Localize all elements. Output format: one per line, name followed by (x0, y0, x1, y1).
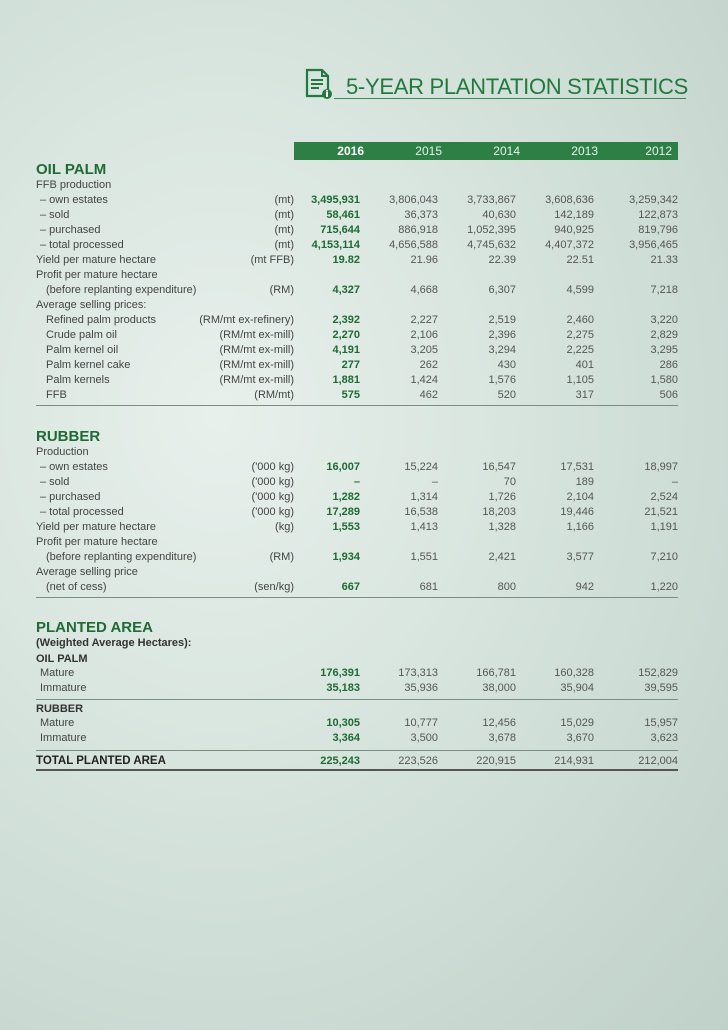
total-top-rule (36, 750, 678, 751)
cell-2016: 1,934 (332, 551, 360, 563)
page-title (304, 68, 689, 102)
row-label: Profit per mature hectare (36, 536, 158, 548)
table-row (36, 520, 678, 535)
planted-oil-palm-rule (36, 699, 678, 700)
cell-2012: 152,829 (638, 667, 678, 679)
table-row (36, 178, 678, 193)
row-label: Refined palm products (46, 314, 157, 326)
cell-2016: 58,461 (326, 209, 360, 221)
table-row (36, 731, 678, 746)
year-2014: 2014 (493, 144, 520, 158)
cell-2015: 2,227 (410, 314, 438, 326)
cell-2015: 3,500 (410, 732, 438, 744)
cell-2014: 800 (497, 581, 516, 593)
cell-2013: 2,225 (566, 344, 594, 356)
cell-2014: 1,052,395 (467, 224, 516, 236)
cell-2013: 189 (575, 476, 594, 488)
total-row (36, 754, 678, 769)
row-unit: (RM/mt ex-mill) (219, 359, 294, 371)
cell-2016: 2,270 (332, 329, 360, 341)
row-label: Mature (40, 667, 75, 679)
oil-palm-heading: OIL PALM (36, 161, 107, 178)
table-row (36, 535, 678, 550)
row-label: Yield per mature hectare (36, 521, 157, 533)
cell-2013: 317 (575, 389, 594, 401)
total-cell-2013: 214,931 (554, 755, 594, 767)
cell-2015: 886,918 (398, 224, 438, 236)
cell-2012: 1,220 (650, 581, 678, 593)
cell-2014: 4,745,632 (467, 239, 516, 251)
cell-2012: 506 (659, 389, 678, 401)
cell-2012: 21,521 (644, 506, 678, 518)
cell-2013: 17,531 (560, 461, 594, 473)
cell-2013: 3,670 (566, 732, 594, 744)
cell-2013: 2,460 (566, 314, 594, 326)
table-row (36, 223, 678, 238)
table-row (36, 580, 678, 595)
table-row (36, 681, 678, 696)
table-row (36, 475, 678, 490)
cell-2013: 22.51 (566, 254, 594, 266)
cell-2014: 22.39 (488, 254, 516, 266)
row-label: Mature (40, 717, 75, 729)
row-unit: (RM/mt ex-refinery) (199, 314, 294, 326)
cell-2012: – (671, 476, 678, 488)
year-2012: 2012 (645, 144, 672, 158)
cell-2016: 3,364 (332, 732, 360, 744)
cell-2015: 3,806,043 (389, 194, 438, 206)
cell-2014: 1,328 (488, 521, 516, 533)
cell-2013: 401 (575, 359, 594, 371)
table-row (36, 445, 678, 460)
cell-2013: 35,904 (560, 682, 594, 694)
cell-2014: 70 (503, 476, 516, 488)
cell-2014: 38,000 (482, 682, 516, 694)
cell-2015: 262 (419, 359, 438, 371)
total-cell-2014: 220,915 (476, 755, 516, 767)
row-unit: (RM/mt) (254, 389, 294, 401)
row-unit: (RM/mt ex-mill) (219, 344, 294, 356)
cell-2015: 1,314 (410, 491, 438, 503)
cell-2015: 35,936 (404, 682, 438, 694)
table-row (36, 208, 678, 223)
cell-2014: 6,307 (488, 284, 516, 296)
cell-2015: 1,413 (410, 521, 438, 533)
table-row (36, 716, 678, 731)
cell-2014: 3,733,867 (467, 194, 516, 206)
row-label: Average selling prices: (36, 299, 147, 311)
table-row (36, 550, 678, 565)
cell-2016: 176,391 (320, 667, 360, 679)
cell-2014: 2,421 (488, 551, 516, 563)
table-row (36, 373, 678, 388)
cell-2012: 1,191 (650, 521, 678, 533)
year-header-bar (294, 142, 678, 160)
row-unit: (mt) (274, 209, 294, 221)
cell-2015: 4,668 (410, 284, 438, 296)
table-row (36, 565, 678, 580)
cell-2012: 3,956,465 (629, 239, 678, 251)
row-unit: (RM/mt ex-mill) (219, 329, 294, 341)
cell-2016: 16,007 (326, 461, 360, 473)
cell-2012: 3,259,342 (629, 194, 678, 206)
table-row (36, 388, 678, 403)
cell-2014: 40,630 (482, 209, 516, 221)
cell-2012: 2,829 (650, 329, 678, 341)
table-row (36, 328, 678, 343)
oil-palm-rule (36, 405, 678, 406)
cell-2016: 2,392 (332, 314, 360, 326)
cell-2012: 18,997 (644, 461, 678, 473)
cell-2012: 286 (659, 359, 678, 371)
total-cell-2012: 212,004 (638, 755, 678, 767)
row-label: FFB (46, 389, 67, 401)
cell-2013: 1,166 (566, 521, 594, 533)
row-unit: (mt FFB) (250, 254, 294, 266)
cell-2015: 1,424 (410, 374, 438, 386)
cell-2016: 1,282 (332, 491, 360, 503)
planted-rubber-label: RUBBER (36, 703, 84, 715)
cell-2015: 2,106 (410, 329, 438, 341)
total-bottom-rule (36, 769, 678, 771)
cell-2012: 819,796 (638, 224, 678, 236)
row-label: – sold (40, 476, 70, 488)
row-unit: ('000 kg) (251, 476, 294, 488)
cell-2015: – (431, 476, 438, 488)
cell-2016: 35,183 (326, 682, 360, 694)
row-label: Crude palm oil (46, 329, 117, 341)
row-unit: (kg) (275, 521, 294, 533)
cell-2012: 21.33 (650, 254, 678, 266)
cell-2013: 4,599 (566, 284, 594, 296)
cell-2012: 1,580 (650, 374, 678, 386)
cell-2013: 4,407,372 (545, 239, 594, 251)
cell-2013: 19,446 (560, 506, 594, 518)
cell-2013: 2,104 (566, 491, 594, 503)
page-title-text: 5-YEAR PLANTATION STATISTICS (346, 74, 689, 99)
cell-2014: 2,519 (488, 314, 516, 326)
row-unit: (mt) (274, 194, 294, 206)
cell-2016: 715,644 (320, 224, 360, 236)
cell-2016: 1,881 (332, 374, 360, 386)
cell-2014: 2,396 (488, 329, 516, 341)
row-label: (before replanting expenditure) (46, 551, 197, 563)
cell-2014: 3,294 (488, 344, 516, 356)
table-row (36, 193, 678, 208)
row-unit: (RM) (269, 551, 294, 563)
total-label: TOTAL PLANTED AREA (36, 755, 166, 767)
table-row (36, 268, 678, 283)
cell-2014: 16,547 (482, 461, 516, 473)
cell-2015: 21.96 (410, 254, 438, 266)
table-row (36, 505, 678, 520)
row-label: – own estates (40, 194, 108, 206)
planted-area-heading: PLANTED AREA (36, 619, 153, 636)
row-label: (before replanting expenditure) (46, 284, 197, 296)
year-2015: 2015 (415, 144, 442, 158)
row-label: FFB production (36, 179, 112, 191)
table-row (36, 298, 678, 313)
cell-2015: 36,373 (404, 209, 438, 221)
cell-2016: 667 (341, 581, 360, 593)
row-label: – total processed (40, 506, 124, 518)
total-cell-2016: 225,243 (320, 755, 360, 767)
cell-2015: 16,538 (404, 506, 438, 518)
row-label: – purchased (40, 491, 101, 503)
cell-2016: 3,495,931 (311, 194, 360, 206)
row-label: Yield per mature hectare (36, 254, 157, 266)
cell-2016: 17,289 (326, 506, 360, 518)
row-label: – purchased (40, 224, 101, 236)
cell-2014: 520 (497, 389, 516, 401)
cell-2012: 3,220 (650, 314, 678, 326)
row-unit: (mt) (274, 239, 294, 251)
row-unit: ('000 kg) (251, 491, 294, 503)
planted-oil-palm-label: OIL PALM (36, 653, 88, 665)
table-row (36, 666, 678, 681)
table-row (36, 490, 678, 505)
cell-2015: 15,224 (404, 461, 438, 473)
cell-2014: 1,726 (488, 491, 516, 503)
cell-2016: 10,305 (326, 717, 360, 729)
year-2016: 2016 (337, 144, 364, 158)
row-unit: (RM) (269, 284, 294, 296)
cell-2016: 575 (341, 389, 360, 401)
cell-2013: 3,608,636 (545, 194, 594, 206)
cell-2014: 18,203 (482, 506, 516, 518)
cell-2013: 2,275 (566, 329, 594, 341)
row-label: (net of cess) (46, 581, 107, 593)
cell-2012: 15,957 (644, 717, 678, 729)
cell-2014: 3,678 (488, 732, 516, 744)
cell-2013: 942 (575, 581, 594, 593)
row-label: Palm kernel cake (46, 359, 131, 371)
cell-2012: 7,210 (650, 551, 678, 563)
cell-2015: 3,205 (410, 344, 438, 356)
row-label: – own estates (40, 461, 108, 473)
cell-2016: 1,553 (332, 521, 360, 533)
cell-2012: 7,218 (650, 284, 678, 296)
cell-2012: 39,595 (644, 682, 678, 694)
cell-2013: 1,105 (566, 374, 594, 386)
cell-2015: 681 (419, 581, 438, 593)
cell-2014: 1,576 (488, 374, 516, 386)
row-label: Palm kernel oil (46, 344, 119, 356)
cell-2015: 1,551 (410, 551, 438, 563)
cell-2014: 430 (497, 359, 516, 371)
row-unit: ('000 kg) (251, 506, 294, 518)
row-label: Production (36, 446, 89, 458)
year-2013: 2013 (571, 144, 598, 158)
cell-2013: 940,925 (554, 224, 594, 236)
cell-2016: 4,191 (332, 344, 360, 356)
row-unit: (sen/kg) (254, 581, 294, 593)
table-row (36, 238, 678, 253)
row-unit: (mt) (274, 224, 294, 236)
cell-2016: – (353, 476, 360, 488)
cell-2015: 4,656,588 (389, 239, 438, 251)
cell-2014: 12,456 (482, 717, 516, 729)
rubber-heading: RUBBER (36, 428, 101, 445)
cell-2012: 3,295 (650, 344, 678, 356)
document-stats-icon (304, 68, 334, 100)
row-label: Immature (40, 682, 87, 694)
table-row (36, 283, 678, 298)
table-row (36, 358, 678, 373)
cell-2015: 462 (419, 389, 438, 401)
row-label: – sold (40, 209, 70, 221)
row-label: Immature (40, 732, 87, 744)
cell-2013: 142,189 (554, 209, 594, 221)
cell-2013: 15,029 (560, 717, 594, 729)
cell-2014: 166,781 (476, 667, 516, 679)
cell-2015: 10,777 (404, 717, 438, 729)
cell-2016: 19.82 (332, 254, 360, 266)
cell-2012: 3,623 (650, 732, 678, 744)
table-row (36, 253, 678, 268)
row-label: Average selling price (36, 566, 138, 578)
cell-2015: 173,313 (398, 667, 438, 679)
table-row (36, 313, 678, 328)
cell-2012: 122,873 (638, 209, 678, 221)
row-label: – total processed (40, 239, 124, 251)
table-row (36, 460, 678, 475)
cell-2012: 2,524 (650, 491, 678, 503)
cell-2013: 3,577 (566, 551, 594, 563)
cell-2016: 4,153,114 (311, 239, 360, 251)
cell-2016: 277 (341, 359, 360, 371)
row-label: Profit per mature hectare (36, 269, 158, 281)
cell-2013: 160,328 (554, 667, 594, 679)
rubber-rule (36, 597, 678, 598)
total-cell-2015: 223,526 (398, 755, 438, 767)
planted-area-subheading: (Weighted Average Hectares): (36, 637, 192, 649)
table-row (36, 343, 678, 358)
row-unit: ('000 kg) (251, 461, 294, 473)
row-unit: (RM/mt ex-mill) (219, 374, 294, 386)
cell-2016: 4,327 (332, 284, 360, 296)
row-label: Palm kernels (46, 374, 110, 386)
